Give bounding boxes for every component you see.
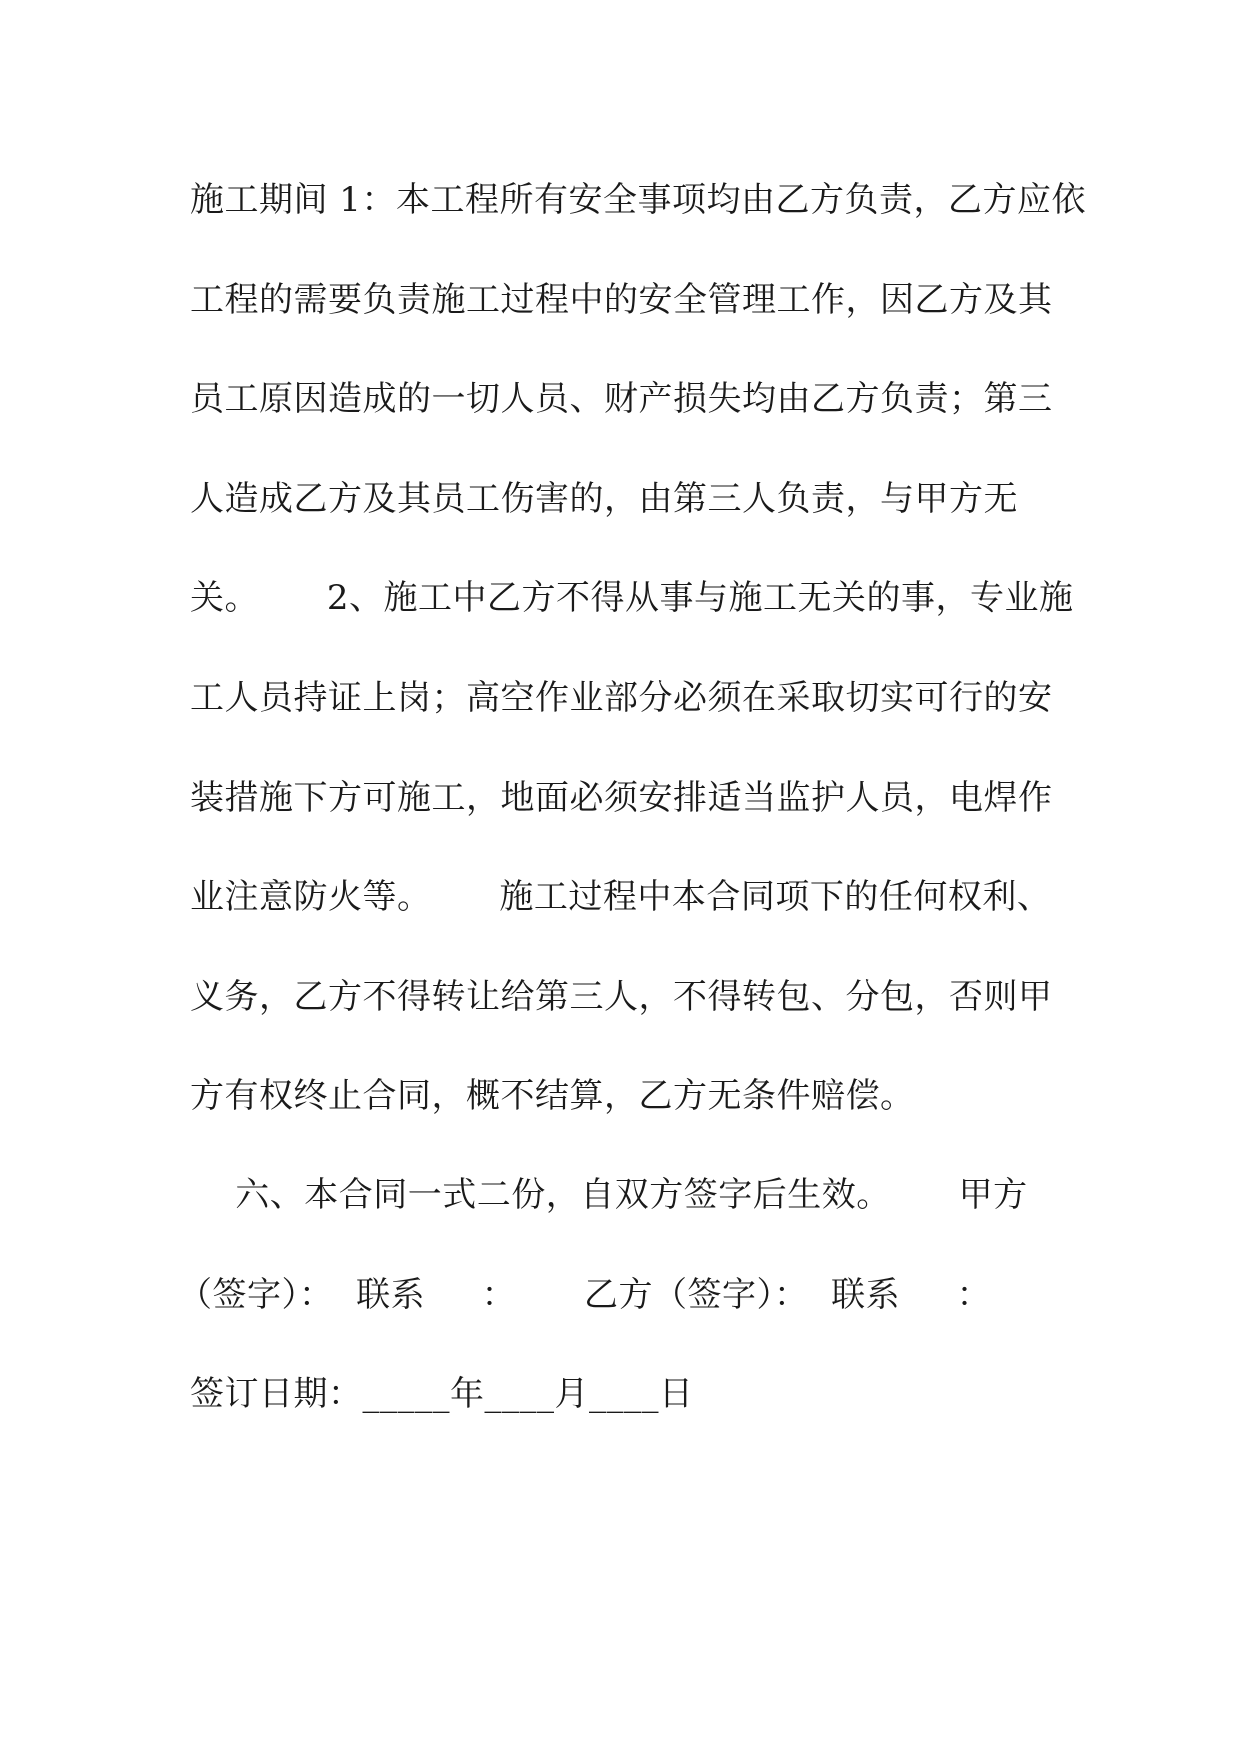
clause-six-line: 六、本合同一式二份，自双方签字后生效。 甲方 — [190, 1175, 1028, 1215]
body-line-8: 业注意防火等。 施工过程中本合同项下的任何权利、 — [190, 877, 1052, 917]
body-line-4: 人造成乙方及其员工伤害的，由第三人负责，与甲方无 — [190, 479, 1018, 519]
body-line-1: 施工期间 1：本工程所有安全事项均由乙方负责，乙方应依 — [190, 180, 1086, 220]
body-line-6: 工人员持证上岗；高空作业部分必须在采取切实可行的安 — [190, 678, 1053, 718]
signing-date-line: 签订日期：_____年____月____日 — [190, 1374, 694, 1414]
body-line-3: 员工原因造成的一切人员、财产损失均由乙方负责；第三 — [190, 379, 1053, 419]
body-line-2: 工程的需要负责施工过程中的安全管理工作，因乙方及其 — [190, 280, 1053, 320]
body-line-10: 方有权终止合同，概不结算，乙方无条件赔偿。 — [190, 1076, 915, 1116]
body-line-9: 义务，乙方不得转让给第三人，不得转包、分包，否则甲 — [190, 977, 1053, 1017]
body-line-7: 装措施下方可施工，地面必须安排适当监护人员，电焊作 — [190, 778, 1053, 818]
body-line-5: 关。 2、施工中乙方不得从事与施工无关的事，专业施 — [190, 578, 1074, 618]
signature-line: （签字）： 联系 ： 乙方（签字）： 联系 ： — [178, 1275, 992, 1315]
